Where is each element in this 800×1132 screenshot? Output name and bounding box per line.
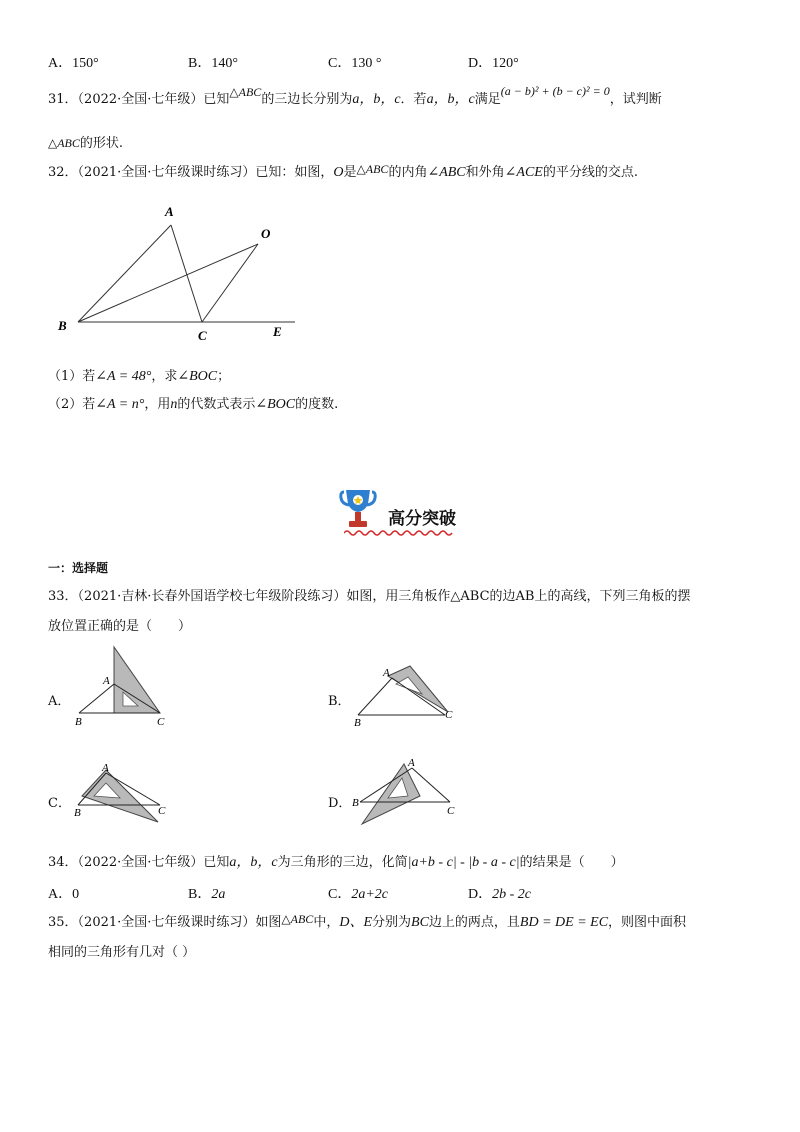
text: 中，	[313, 915, 340, 930]
set-square	[114, 647, 160, 713]
segment-ba	[79, 684, 114, 713]
label-b: B	[74, 807, 81, 819]
q33-option-c-label: C．	[48, 796, 71, 811]
q30-option-b: B．140°	[188, 56, 238, 71]
q35-line1	[48, 913, 686, 932]
label-b: B	[352, 797, 359, 809]
triangle-abc: △ABC	[48, 136, 80, 150]
equation: ∠A = n°	[95, 397, 145, 412]
q34-option-d	[468, 883, 531, 903]
angle-boc: ∠BOC	[255, 397, 296, 412]
subsection-heading: 一：选择题	[48, 561, 109, 575]
label-b: B	[75, 716, 82, 728]
text: 的内角	[388, 165, 428, 180]
q33-option-b-label: B．	[328, 694, 351, 709]
text: 的三边长分别为	[261, 92, 353, 107]
text: B．	[188, 887, 212, 902]
label-b: B	[354, 717, 361, 729]
text: 的形状.	[79, 136, 124, 151]
question-source: （2021·全国·七年级课时练习）如图	[77, 915, 282, 930]
text: ，用	[144, 397, 171, 412]
text: C．	[328, 887, 352, 902]
q30-option-c: C．130 °	[328, 56, 382, 71]
variables: a，b，c	[229, 855, 278, 870]
variables: a，b，c	[352, 92, 401, 107]
triangle-abc: △ABC	[229, 85, 262, 99]
side-bc: BC	[411, 915, 429, 930]
q33-option-a-figure	[72, 642, 182, 732]
label-o: O	[261, 226, 271, 241]
angle-abc: ∠ABC	[427, 165, 466, 180]
q34-option-c	[328, 883, 388, 903]
section-title: 高分突破	[388, 509, 456, 529]
text: （2）若	[48, 397, 96, 412]
segment-ba	[358, 678, 392, 715]
q35-line2: 相同的三角形有几对（ ）	[48, 945, 196, 960]
equation: (a − b)² + (b − c)² = 0	[500, 84, 610, 98]
label-c: C	[198, 328, 207, 343]
question-number: 35．	[48, 915, 78, 930]
point-o: O	[333, 165, 344, 180]
text: ．若	[400, 92, 427, 107]
text: D．	[468, 887, 493, 902]
text: 是	[343, 165, 357, 180]
text: ，求	[151, 369, 178, 384]
q32-sub1	[48, 368, 230, 386]
q33-option-c-figure	[72, 758, 182, 828]
text: 分别为	[372, 915, 412, 930]
q33-line1	[48, 588, 690, 606]
q32-sub2	[48, 396, 338, 414]
q33-option-b-figure	[350, 660, 465, 730]
text: 满足	[474, 92, 501, 107]
q33-option-d-figure	[350, 756, 465, 826]
expression: |a+b - c| - |b - a - c|	[407, 855, 520, 870]
label-e: E	[273, 324, 282, 339]
text: 的结果是（ ）	[519, 855, 624, 870]
points-de: D、E	[339, 915, 372, 930]
variables: a，b，c	[426, 92, 475, 107]
variable-n: n	[170, 397, 178, 412]
label-c: C	[447, 805, 455, 817]
label-a: A	[383, 667, 390, 679]
q33-option-d-label: D．	[328, 796, 352, 811]
q34-line1	[48, 854, 624, 872]
question-source: （2022·全国·七年级）已知	[77, 855, 230, 870]
q32-figure	[55, 200, 305, 350]
question-number: 34．	[48, 855, 78, 870]
label-a: A	[103, 675, 110, 687]
answer-value: 2b - 2c	[492, 887, 532, 902]
q33-option-a-label: A．	[48, 694, 71, 709]
question-source: （2022·全国·七年级）已知	[77, 92, 230, 107]
text: 的度数.	[295, 397, 339, 412]
text: 为三角形的三边，化简	[277, 855, 408, 870]
question-source: （2021·全国·七年级课时练习）已知：如图，	[77, 165, 334, 180]
wavy-underline	[344, 528, 454, 538]
q32-line1	[48, 163, 638, 182]
label-a: A	[165, 204, 174, 219]
label-a: A	[102, 762, 109, 774]
trophy-icon	[338, 486, 378, 530]
q30-option-a: A．150°	[48, 56, 99, 71]
text: 和外角	[465, 165, 505, 180]
answer-value: 2a	[211, 887, 226, 902]
q34-option-b	[188, 883, 225, 903]
label-c: C	[158, 805, 166, 817]
section-header	[338, 486, 468, 536]
segment-ba	[78, 225, 171, 322]
equation: ∠A = 48°	[95, 369, 152, 384]
label-c: C	[445, 709, 453, 721]
q31-line2	[48, 134, 123, 153]
set-square	[82, 770, 158, 822]
question-number: 32．	[48, 165, 78, 180]
text: （1）若	[48, 369, 96, 384]
text: 的平分线的交点.	[542, 165, 638, 180]
segment-ac	[171, 225, 202, 322]
segment-bo	[78, 244, 258, 322]
label-a: A	[408, 757, 415, 769]
text: ，则图中面积	[608, 915, 687, 930]
answer-value: 2a+2c	[351, 887, 389, 902]
q30-option-d: D．120°	[468, 56, 519, 71]
equation: BD = DE = EC	[519, 915, 609, 930]
label-b: B	[58, 318, 67, 333]
text: 的代数式表示	[177, 397, 256, 412]
text: 边上的两点，且	[428, 915, 520, 930]
text: ；	[217, 369, 231, 384]
question-number: 31．	[48, 92, 78, 107]
q34-option-a: A．0	[48, 887, 80, 902]
triangle-abc: △ABC	[281, 912, 314, 926]
angle-boc: ∠BOC	[177, 369, 218, 384]
q31-line1	[48, 84, 662, 109]
q33-line2: 放位置正确的是（ ）	[48, 619, 192, 634]
angle-ace: ∠ACE	[504, 165, 543, 180]
text: ，试判断	[609, 92, 662, 107]
label-c: C	[157, 716, 165, 728]
text: （2021·吉林·长春外国语学校七年级阶段练习）如图，用三角板作△ABC的边AB上的高线，下列三角板的摆	[77, 589, 691, 604]
question-number: 33．	[48, 589, 78, 604]
triangle-abc: △ABC	[356, 162, 389, 176]
